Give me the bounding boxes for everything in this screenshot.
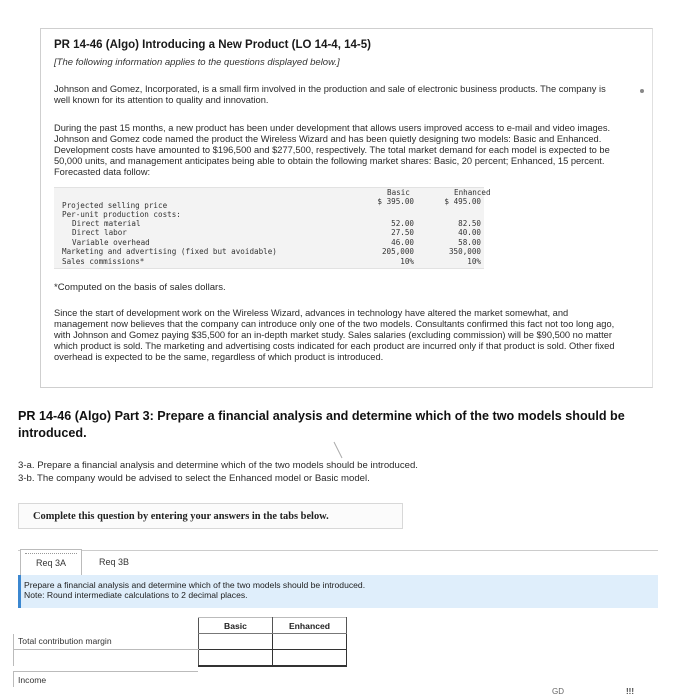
row-value-basic: 10% bbox=[400, 257, 414, 266]
row-label: Per-unit production costs: bbox=[62, 210, 181, 219]
menu-icon[interactable]: !!! bbox=[626, 687, 634, 696]
part-title: PR 14-46 (Algo) Part 3: Prepare a financial analysis and determine which of the two models should be introduced. bbox=[18, 409, 625, 440]
row-value-basic: $ 395.00 bbox=[377, 197, 414, 206]
forecast-data-table bbox=[54, 187, 491, 269]
tab-req-3a[interactable]: Req 3A bbox=[20, 549, 82, 575]
row-label-blank bbox=[14, 650, 199, 666]
problem-title: PR 14-46 (Algo) Introducing a New Product (LO 14-4, 14-5) bbox=[54, 39, 371, 51]
instruction-line: Prepare a financial analysis and determine which of the two models should be introduced. bbox=[24, 580, 366, 590]
market-change-paragraph: Since the start of development work on the Wireless Wizard, advances in technology have altered the market somewhat, and management now believes that the company can introduce only one of the two models. Consultants confirmed this fact not too long ago, with Johnson and Gomez paying $35,500 for an in-depth market study. Sales salaries (excluding commission) will be $90,500 no matter which product is sold. The marketing and advertising costs indicated for each product are incurred only if that product is sold. Other fixed overhead is expected to be the same, regardless of which product is introduced. bbox=[54, 308, 615, 362]
input-row2-enhanced[interactable] bbox=[273, 650, 347, 666]
row-label: Direct labor bbox=[72, 228, 127, 237]
input-row2-basic[interactable] bbox=[199, 650, 273, 666]
footnote: *Computed on the basis of sales dollars. bbox=[54, 282, 226, 293]
question-3a: 3-a. Prepare a financial analysis and determine which of the two models should be introduced. bbox=[18, 460, 418, 471]
tab-req-3b[interactable]: Req 3B bbox=[98, 557, 130, 567]
row-value-enhanced: 58.00 bbox=[458, 238, 481, 247]
row-value-enhanced: 350,000 bbox=[448, 247, 481, 256]
link-icon[interactable]: GD bbox=[552, 687, 564, 696]
stray-dot bbox=[640, 89, 644, 93]
row-label-total-contribution-margin: Total contribution margin bbox=[14, 634, 199, 650]
input-tcm-enhanced[interactable] bbox=[273, 634, 347, 650]
row-label-income: Income bbox=[13, 671, 198, 687]
input-tcm-basic[interactable] bbox=[199, 634, 273, 650]
question-3b: 3-b. The company would be advised to select the Enhanced model or Basic model. bbox=[18, 473, 370, 484]
row-value-basic: 52.00 bbox=[391, 219, 414, 228]
instruction-note: Note: Round intermediate calculations to 2 decimal places. bbox=[24, 590, 248, 600]
row-value-basic: 27.50 bbox=[391, 228, 414, 237]
row-value-basic: 205,000 bbox=[381, 247, 414, 256]
development-paragraph: During the past 15 months, a new product has been under development that allows users improved access to e-mail and video images. Johnson and Gomez code named the product the Wireless Wizard and has been quietly designing two models: Basic and Enhanced. Development costs have amounted to $196,500 and $277,500, respectively. The total market demand for each model is expected to be 50,000 units, and management anticipates being able to obtain the following market shares: Basic, 20 percent; Enhanced, 15 percent. Forecasted data follow: bbox=[54, 123, 611, 177]
problem-info-panel bbox=[40, 28, 653, 388]
row-value-enhanced: 10% bbox=[467, 257, 481, 266]
col-header-enhanced: Enhanced bbox=[454, 188, 491, 197]
row-value-enhanced: 40.00 bbox=[458, 228, 481, 237]
row-label: Projected selling price bbox=[62, 201, 168, 210]
answer-col-enhanced: Enhanced bbox=[273, 618, 347, 634]
row-label: Sales commissions* bbox=[62, 257, 145, 266]
row-value-basic: 46.00 bbox=[391, 238, 414, 247]
answer-table bbox=[13, 617, 347, 667]
intro-paragraph: Johnson and Gomez, Incorporated, is a small firm involved in the production and sale of electronic business products. The company is well known for its attention to quality and innovation. bbox=[54, 84, 606, 105]
instruction-box bbox=[18, 575, 658, 608]
answer-col-basic: Basic bbox=[199, 618, 273, 634]
row-label: Marketing and advertising (fixed but avoidable) bbox=[62, 247, 277, 256]
row-label: Direct material bbox=[72, 219, 141, 228]
col-header-basic: Basic bbox=[387, 188, 410, 197]
complete-instruction: Complete this question by entering your answers in the tabs below. bbox=[18, 503, 403, 529]
row-label: Variable overhead bbox=[72, 238, 150, 247]
row-value-enhanced: $ 495.00 bbox=[444, 197, 481, 206]
problem-note: [The following information applies to the questions displayed below.] bbox=[54, 57, 340, 68]
row-value-enhanced: 82.50 bbox=[458, 219, 481, 228]
